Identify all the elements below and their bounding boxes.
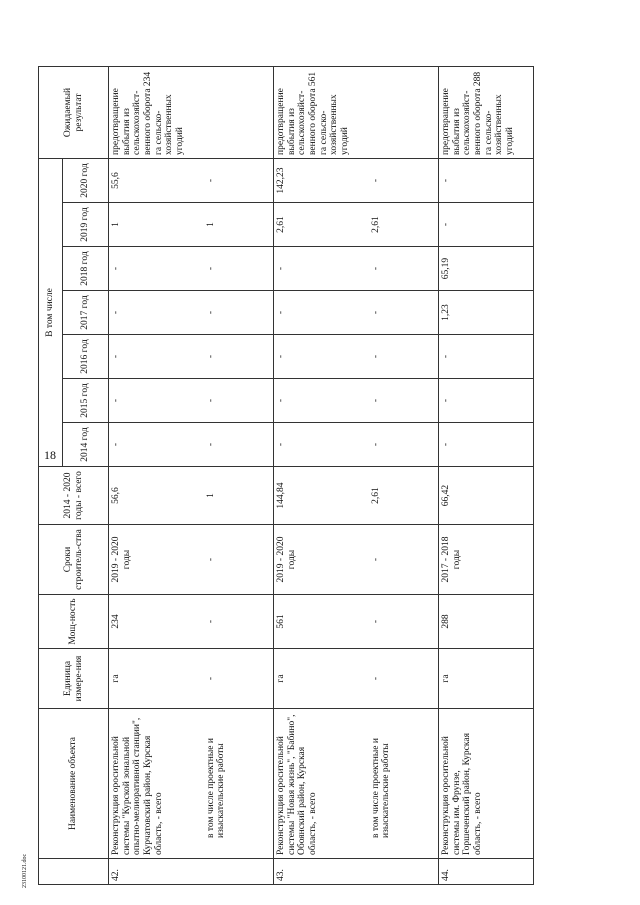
cell-2017: - [109,291,204,335]
cell-2020: - [204,159,274,203]
table-body [109,67,534,885]
cell-2018: - [109,247,204,291]
cell-result [204,67,274,159]
cell-2018: - [369,247,439,291]
cell-2015: - [274,379,369,423]
table-header [39,67,109,885]
cell-total: 2,61 [369,467,439,525]
cell-total: 56,6 [109,467,204,525]
cell-2017: 1,23 [439,291,534,335]
cell-term: - [204,525,274,595]
cell-unit: га [439,649,534,709]
cell-total: 144,84 [274,467,369,525]
header-2017: 2017 год [63,291,109,335]
cell-2018: - [274,247,369,291]
cell-result: предотвращение выбытия из сельскохозяйст-венного оборота 234 га сельско-хозяйственных угодий [109,67,204,159]
cell-2017: - [369,291,439,335]
cell-2018: 65,19 [439,247,534,291]
cell-name: в том числе проектные и изыскательские работы [204,709,274,859]
cell-result: предотвращение выбытия из сельскохозяйст-венного оборота 561 га сельско-хозяйственных угодий [274,67,369,159]
cell-2016: - [204,335,274,379]
header-num [39,859,109,885]
cell-2016: - [274,335,369,379]
cell-total: 1 [204,467,274,525]
cell-term: - [369,525,439,595]
header-total: 2014 - 2020 годы - всего [39,467,109,525]
header-2015: 2015 год [63,379,109,423]
cell-2019: 2,61 [369,203,439,247]
cell-term: 2017 - 2018 годы [439,525,534,595]
table-row [439,67,534,885]
header-result: Ожидаемый результат [39,67,109,159]
header-including: В том числе [39,159,63,467]
cell-unit: га [274,649,369,709]
cell-num: 44. [439,859,534,885]
table-row [274,67,369,885]
cell-name: Реконструкция оросительной системы "Новая жизнь", "Бабино", Обоянский район, Курская область, - всего [274,709,369,859]
table-row [369,67,439,885]
header-power: Мощ-ность [39,595,109,649]
cell-2017: - [204,291,274,335]
page-number: 18 [44,448,56,462]
cell-unit: - [369,649,439,709]
cell-num: 43. [274,859,369,885]
cell-name: в том числе проектные и изыскательские работы [369,709,439,859]
cell-name: Реконструкция оросительной системы "Курской зональной опытно-мелиоративной станции", Курчатовский район, Курская область, - всего [109,709,204,859]
cell-power: 288 [439,595,534,649]
cell-unit: га [109,649,204,709]
cell-2014: - [369,423,439,467]
cell-result: предотвращение выбытия из сельскохозяйст-венного оборота 288 га сельско-хозяйственных угодий [439,67,534,159]
cell-2016: - [439,335,534,379]
cell-result [369,67,439,159]
rotated-page [0,45,560,905]
header-2020: 2020 год [63,159,109,203]
footer-doc-name: 23100121.doc [22,853,28,888]
cell-total: 66,42 [439,467,534,525]
cell-2017: - [274,291,369,335]
cell-2015: - [204,379,274,423]
cell-2016: - [109,335,204,379]
cell-power: - [369,595,439,649]
cell-2020: 142,23 [274,159,369,203]
cell-num [369,859,439,885]
cell-2018: - [204,247,274,291]
cell-power: - [204,595,274,649]
cell-2015: - [109,379,204,423]
cell-2020: - [369,159,439,203]
header-name: Наименование объекта [39,709,109,859]
cell-2020: 55,6 [109,159,204,203]
header-2016: 2016 год [63,335,109,379]
cell-power: 561 [274,595,369,649]
table-row [204,67,274,885]
cell-2014: - [204,423,274,467]
cell-name: Реконструкция оросительной системы им. Фрунзе, Горшеченский район, Курская область, - всего [439,709,534,859]
cell-power: 234 [109,595,204,649]
cell-2019: - [439,203,534,247]
header-term: Сроки строитель-ства [39,525,109,595]
header-2014: 2014 год [63,423,109,467]
table-row [109,67,204,885]
cell-term: 2019 - 2020 годы [274,525,369,595]
cell-2019: 2,61 [274,203,369,247]
program-table [38,66,534,885]
cell-num: 42. [109,859,204,885]
cell-unit: - [204,649,274,709]
cell-2014: - [439,423,534,467]
cell-2020: - [439,159,534,203]
cell-2019: 1 [109,203,204,247]
cell-2016: - [369,335,439,379]
header-2019: 2019 год [63,203,109,247]
cell-2014: - [109,423,204,467]
cell-2015: - [439,379,534,423]
cell-2014: - [274,423,369,467]
cell-2015: - [369,379,439,423]
header-2018: 2018 год [63,247,109,291]
header-unit: Единица измере-ния [39,649,109,709]
cell-num [204,859,274,885]
cell-term: 2019 - 2020 годы [109,525,204,595]
cell-2019: 1 [204,203,274,247]
